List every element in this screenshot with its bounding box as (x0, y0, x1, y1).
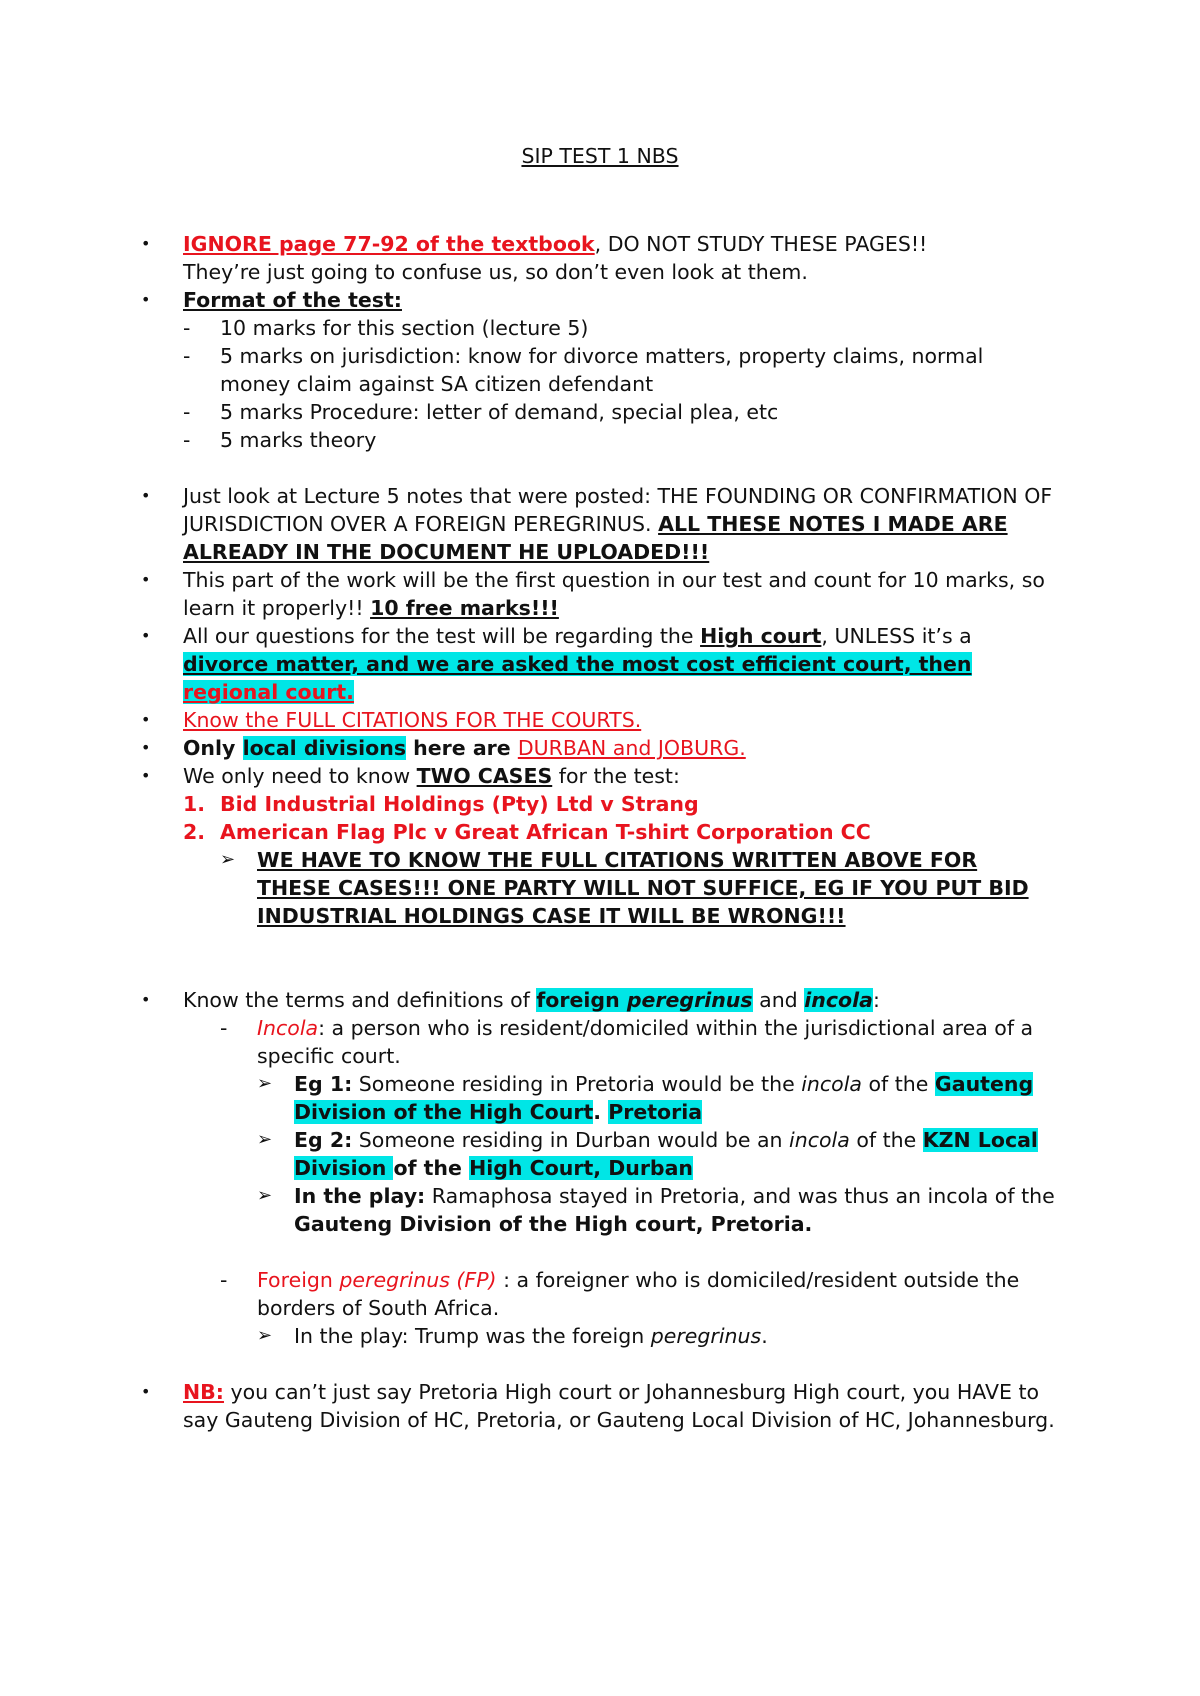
bullet-icon: • (141, 990, 151, 1009)
highlighted-text: Gauteng Division of the High Court (294, 1072, 1034, 1124)
note-emphasis: High court (700, 624, 822, 648)
page-title: SIP TEST 1 NBS (521, 144, 679, 168)
note-text: Someone residing in Pretoria would be the (352, 1072, 802, 1096)
dash-marker: - (183, 400, 191, 424)
sub-list-item (0, 342, 1200, 398)
arrow-icon: ➢ (220, 849, 236, 870)
highlighted-text: peregrinus (626, 988, 753, 1012)
note-text: Someone residing in Durban would be an (352, 1128, 790, 1152)
bullet-icon: • (141, 486, 151, 505)
note-text: for the test: (552, 764, 680, 788)
note-text: of the (393, 1156, 470, 1180)
example-label: Eg 1: (294, 1072, 353, 1096)
ignore-pages-note: IGNORE page 77-92 of the textbook (183, 232, 595, 256)
format-item: 5 marks theory (220, 428, 377, 452)
bullet-icon: • (141, 290, 151, 309)
bullet-icon: • (141, 710, 151, 729)
list-item (0, 734, 1200, 762)
bullet-icon: • (141, 234, 151, 253)
notes-list (0, 230, 1200, 1434)
list-item (0, 986, 1200, 1014)
note-emphasis: DURBAN and JOBURG. (517, 736, 746, 760)
list-item (0, 230, 1200, 286)
note-text: This part of the work will be the first question in our test and count for 10 marks, so learn it properly!! (183, 568, 1045, 620)
dash-marker: - (183, 428, 191, 452)
definition-incola (0, 1014, 1200, 1070)
list-item (0, 622, 1200, 706)
case-number: 1. (183, 792, 206, 816)
case-name: American Flag Plc v Great African T-shirt Corporation CC (220, 820, 871, 844)
note-text: incola (801, 1072, 862, 1096)
case-name: Bid Industrial Holdings (Pty) Ltd v Strang (220, 792, 699, 816)
note-text: here are (406, 736, 518, 760)
case-item (0, 790, 1200, 818)
highlighted-text: foreign (536, 988, 627, 1012)
highlighted-text: incola (804, 988, 873, 1012)
note-text: . (593, 1100, 609, 1124)
dash-marker: - (183, 316, 191, 340)
note-text: They’re just going to confuse us, so don’t even look at them. (183, 260, 808, 284)
note-text: incola (789, 1128, 850, 1152)
note-text: : (872, 988, 880, 1012)
example-label: In the play: (294, 1184, 426, 1208)
highlighted-text: High Court, Durban (469, 1156, 694, 1180)
format-heading: Format of the test: (183, 288, 402, 312)
term-label: peregrinus (FP) (339, 1268, 497, 1292)
note-text: Only (183, 736, 243, 760)
arrow-icon: ➢ (257, 1073, 273, 1094)
highlighted-text: Pretoria (608, 1100, 703, 1124)
list-item (0, 706, 1200, 734)
example-item (0, 1182, 1200, 1238)
arrow-icon: ➢ (257, 1185, 273, 1206)
sub-list-item (0, 426, 1200, 454)
note-text: , UNLESS it’s a (821, 624, 972, 648)
arrow-icon: ➢ (257, 1325, 273, 1346)
dash-marker: - (220, 1016, 228, 1040)
sub-list-item (0, 846, 1200, 930)
highlighted-text: regional court. (183, 680, 354, 704)
list-item (0, 566, 1200, 622)
example-item (0, 1070, 1200, 1126)
case-number: 2. (183, 820, 206, 844)
bullet-icon: • (141, 626, 151, 645)
definition-foreign-peregrinus (0, 1266, 1200, 1322)
note-text: and (752, 988, 805, 1012)
note-text: peregrinus (650, 1324, 762, 1348)
bullet-icon: • (141, 1382, 151, 1401)
note-emphasis: ALL THESE NOTES I MADE ARE ALREADY IN THE DOCUMENT HE UPLOADED!!! (183, 512, 1008, 564)
arrow-icon: ➢ (257, 1129, 273, 1150)
term-label: Foreign (257, 1268, 340, 1292)
bullet-icon: • (141, 570, 151, 589)
note-emphasis: TWO CASES (416, 764, 553, 788)
example-label: Eg 2: (294, 1128, 353, 1152)
list-item (0, 1378, 1200, 1434)
format-item: 5 marks Procedure: letter of demand, special plea, etc (220, 400, 779, 424)
note-emphasis: Gauteng Division of the High court, Pretoria. (294, 1212, 813, 1236)
sub-list-item (0, 398, 1200, 426)
note-emphasis: 10 free marks!!! (370, 596, 559, 620)
example-item (0, 1126, 1200, 1182)
format-item: 5 marks on jurisdiction: know for divorce matters, property claims, normal money claim against SA citizen defendant (220, 344, 984, 396)
definition-text: : a person who is resident/domiciled within the jurisdictional area of a specific court. (257, 1016, 1034, 1068)
highlighted-text: KZN Local Division (294, 1128, 1038, 1180)
example-item (0, 1322, 1200, 1350)
list-item (0, 286, 1200, 314)
list-item (0, 482, 1200, 566)
note-text: We only need to know (183, 764, 417, 788)
bullet-icon: • (141, 738, 151, 757)
list-item (0, 762, 1200, 790)
spacer (0, 454, 1200, 482)
note-text: Ramaphosa stayed in Pretoria, and was thus an incola of the (425, 1184, 1055, 1208)
note-text: In the play: Trump was the foreign (294, 1324, 651, 1348)
note-text: . (761, 1324, 768, 1348)
dash-marker: - (220, 1268, 228, 1292)
citation-warning: WE HAVE TO KNOW THE FULL CITATIONS WRITTEN ABOVE FOR THESE CASES!!! ONE PARTY WILL NOT SUFFICE, EG IF YOU PUT BID INDUSTRIAL HOLDINGS CASE IT WILL BE WRONG!!! (257, 848, 1029, 928)
highlighted-text: divorce matter, and we are asked the most cost efficient court, then (183, 652, 972, 676)
definition-text: : a foreigner who is domiciled/resident outside the borders of South Africa. (257, 1268, 1020, 1320)
sub-list-item (0, 314, 1200, 342)
spacer (0, 930, 1200, 986)
spacer (0, 1238, 1200, 1266)
note-text: All our questions for the test will be regarding the (183, 624, 701, 648)
bullet-icon: • (141, 766, 151, 785)
spacer (0, 1350, 1200, 1378)
note-text: of the (849, 1128, 923, 1152)
format-item: 10 marks for this section (lecture 5) (220, 316, 589, 340)
note-text: , DO NOT STUDY THESE PAGES!! (594, 232, 928, 256)
note-text: Just look at Lecture 5 notes that were posted: THE FOUNDING OR CONFIRMATION OF JURISDICTION OVER A FOREIGN PEREGRINUS. (183, 484, 1053, 536)
note-emphasis: Know the FULL CITATIONS FOR THE COURTS. (183, 708, 642, 732)
nb-label: NB: (183, 1380, 224, 1404)
note-text: of the (861, 1072, 935, 1096)
case-item (0, 818, 1200, 846)
note-text: you can’t just say Pretoria High court or Johannesburg High court, you HAVE to say Gauteng Division of HC, Pretoria, or Gauteng Local Division of HC, Johannesburg. (183, 1380, 1055, 1432)
term-label: Incola (257, 1016, 319, 1040)
highlighted-text: local divisions (242, 736, 407, 760)
dash-marker: - (183, 344, 191, 368)
note-text: Know the terms and definitions of (183, 988, 537, 1012)
